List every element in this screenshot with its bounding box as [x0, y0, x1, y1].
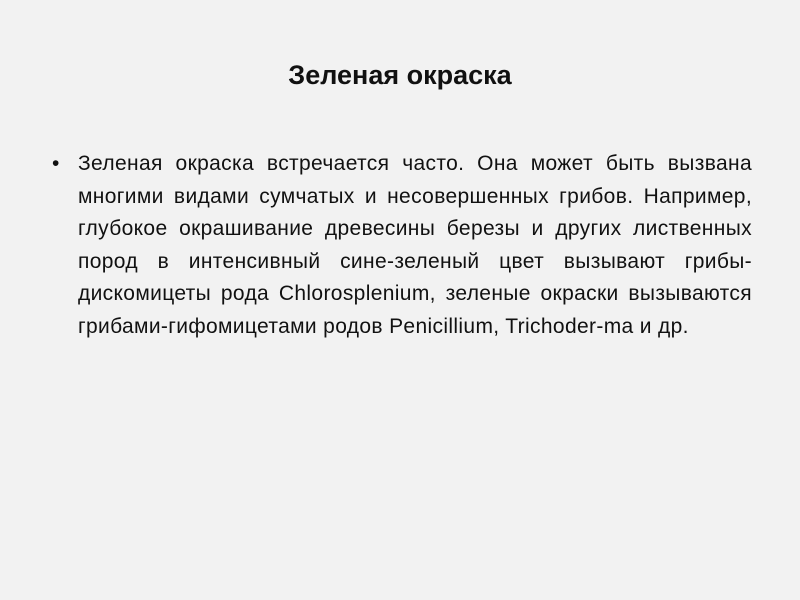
bullet-text: Зеленая окраска встречается часто. Она может быть вызвана многими видами сумчатых и несовершенных грибов. Например, глубокое окрашивание древесины березы и других лиственных пород в интенсивный сине-зеленый цвет вызывают грибы-дискомицеты рода Chlorosplenium, зеленые окраски вызываются грибами-гифомицетами родов Penicillium, Trichoder-ma и др. — [78, 152, 752, 338]
bullet-list — [52, 148, 752, 343]
slide-title: Зеленая окраска — [288, 60, 512, 90]
bullet-item — [52, 148, 752, 343]
bullet-marker: • — [52, 152, 60, 175]
